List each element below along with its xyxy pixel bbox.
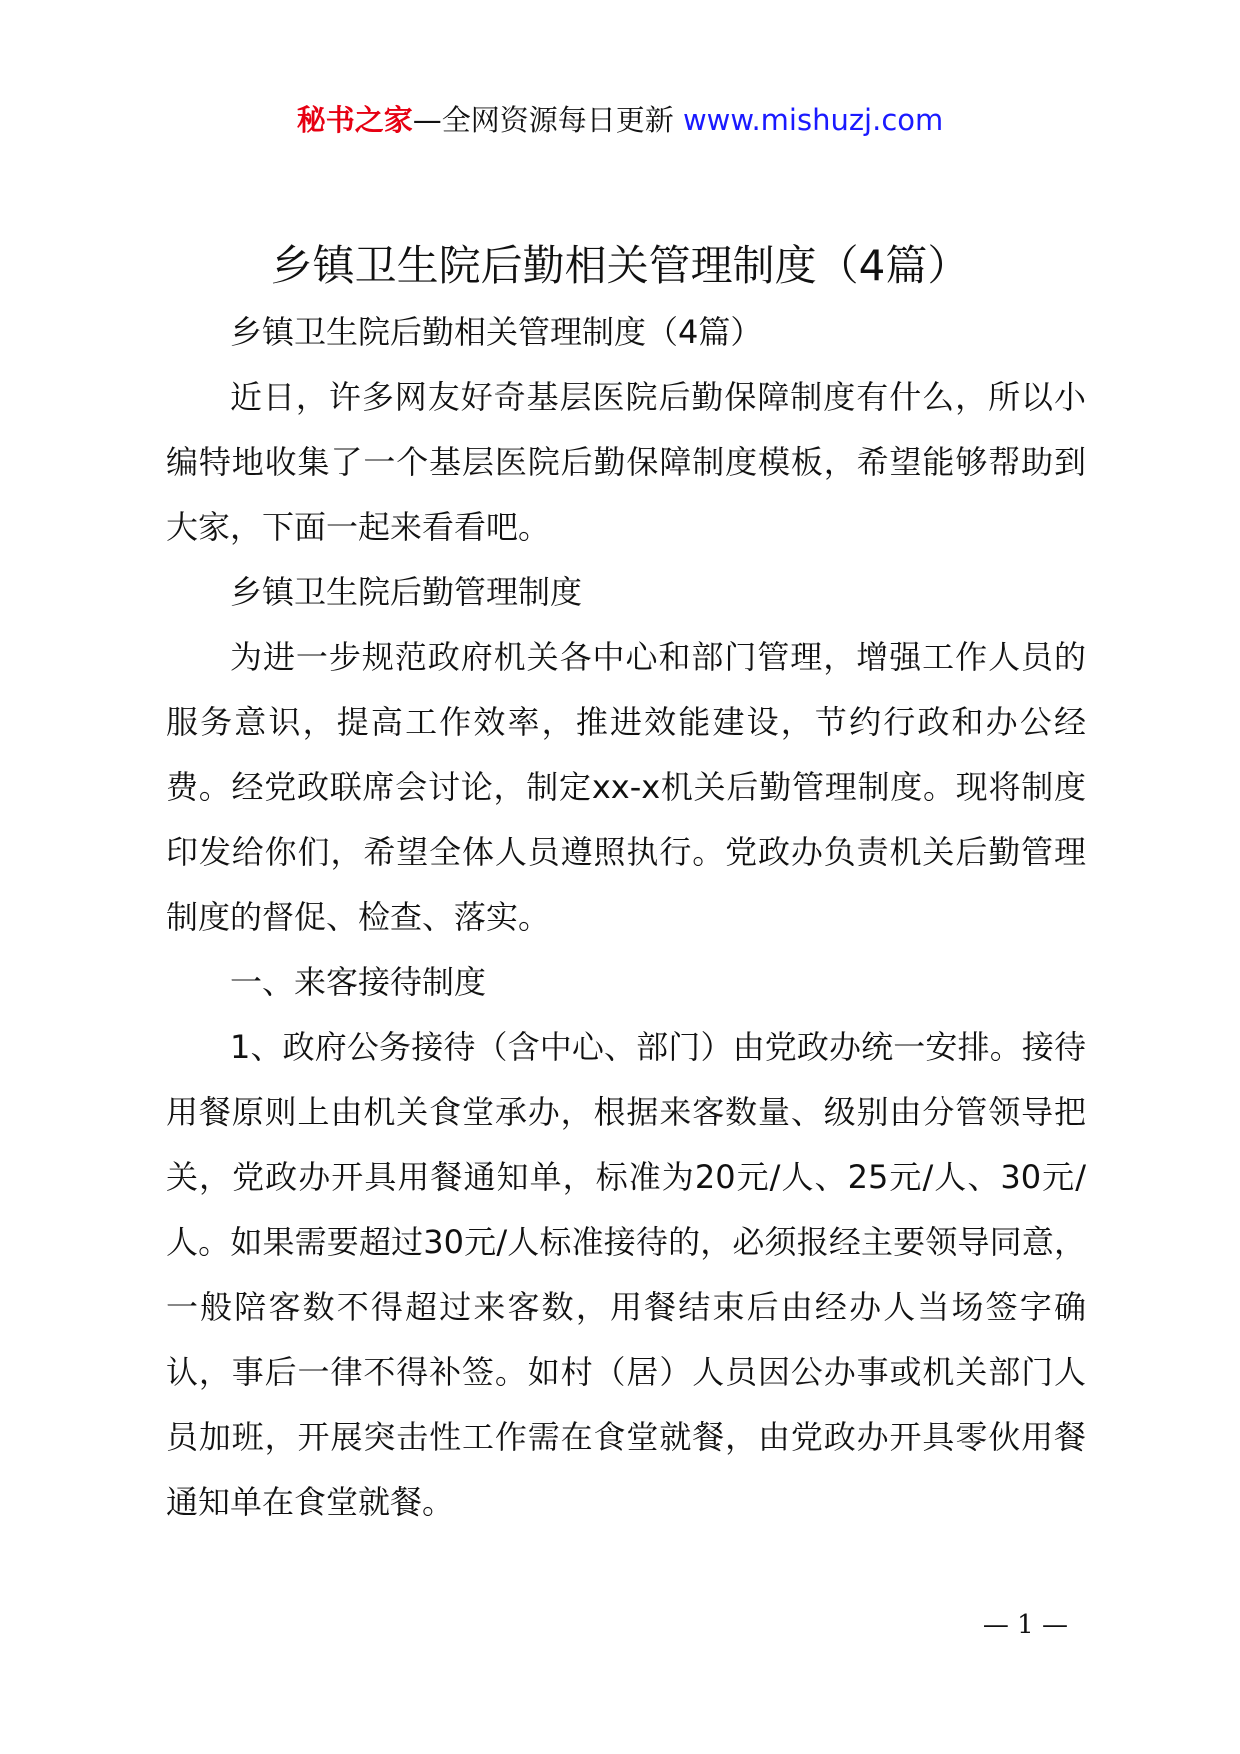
intro-paragraph: 近日，许多网友好奇基层医院后勤保障制度有什么，所以小编特地收集了一个基层医院后勤保障制度模板，希望能够帮助到大家，下面一起来看看吧。 xyxy=(166,378,1086,546)
page-number: — 1 — xyxy=(982,1610,1068,1640)
site-url[interactable]: www.mishuzj.com xyxy=(682,103,944,137)
site-header xyxy=(0,100,1240,140)
section-heading: 乡镇卫生院后勤管理制度 xyxy=(230,573,583,611)
subtitle-paragraph: 乡镇卫生院后勤相关管理制度（4篇） xyxy=(230,313,763,351)
site-brand: 秘书之家 xyxy=(296,103,413,137)
subsection-heading: 一、来客接待制度 xyxy=(230,963,487,1001)
document-title: 乡镇卫生院后勤相关管理制度（4篇） xyxy=(270,241,970,290)
body-paragraph: 1、政府公务接待（含中心、部门）由党政办统一安排。接待用餐原则上由机关食堂承办，根据来客数量、级别由分管领导把关，党政办开具用餐通知单，标准为20元/人、25元/人、30元/人。如果需要超过30元/人标准接待的，必须报经主要领导同意，一般陪客数不得超过来客数，用餐结束后由经办人当场签字确认，事后一律不得补签。如村（居）人员因公办事或机关部门人员加班，开展突击性工作需在食堂就餐，由党政办开具零伙用餐通知单在食堂就餐。 xyxy=(166,1028,1086,1521)
document-body xyxy=(166,300,1086,1535)
body-paragraph: 为进一步规范政府机关各中心和部门管理，增强工作人员的服务意识，提高工作效率，推进效能建设，节约行政和办公经费。经党政联席会讨论，制定xx-x机关后勤管理制度。现将制度印发给你们，希望全体人员遵照执行。党政办负责机关后勤管理制度的督促、检查、落实。 xyxy=(166,638,1086,936)
site-tagline: —全网资源每日更新 xyxy=(412,103,683,137)
